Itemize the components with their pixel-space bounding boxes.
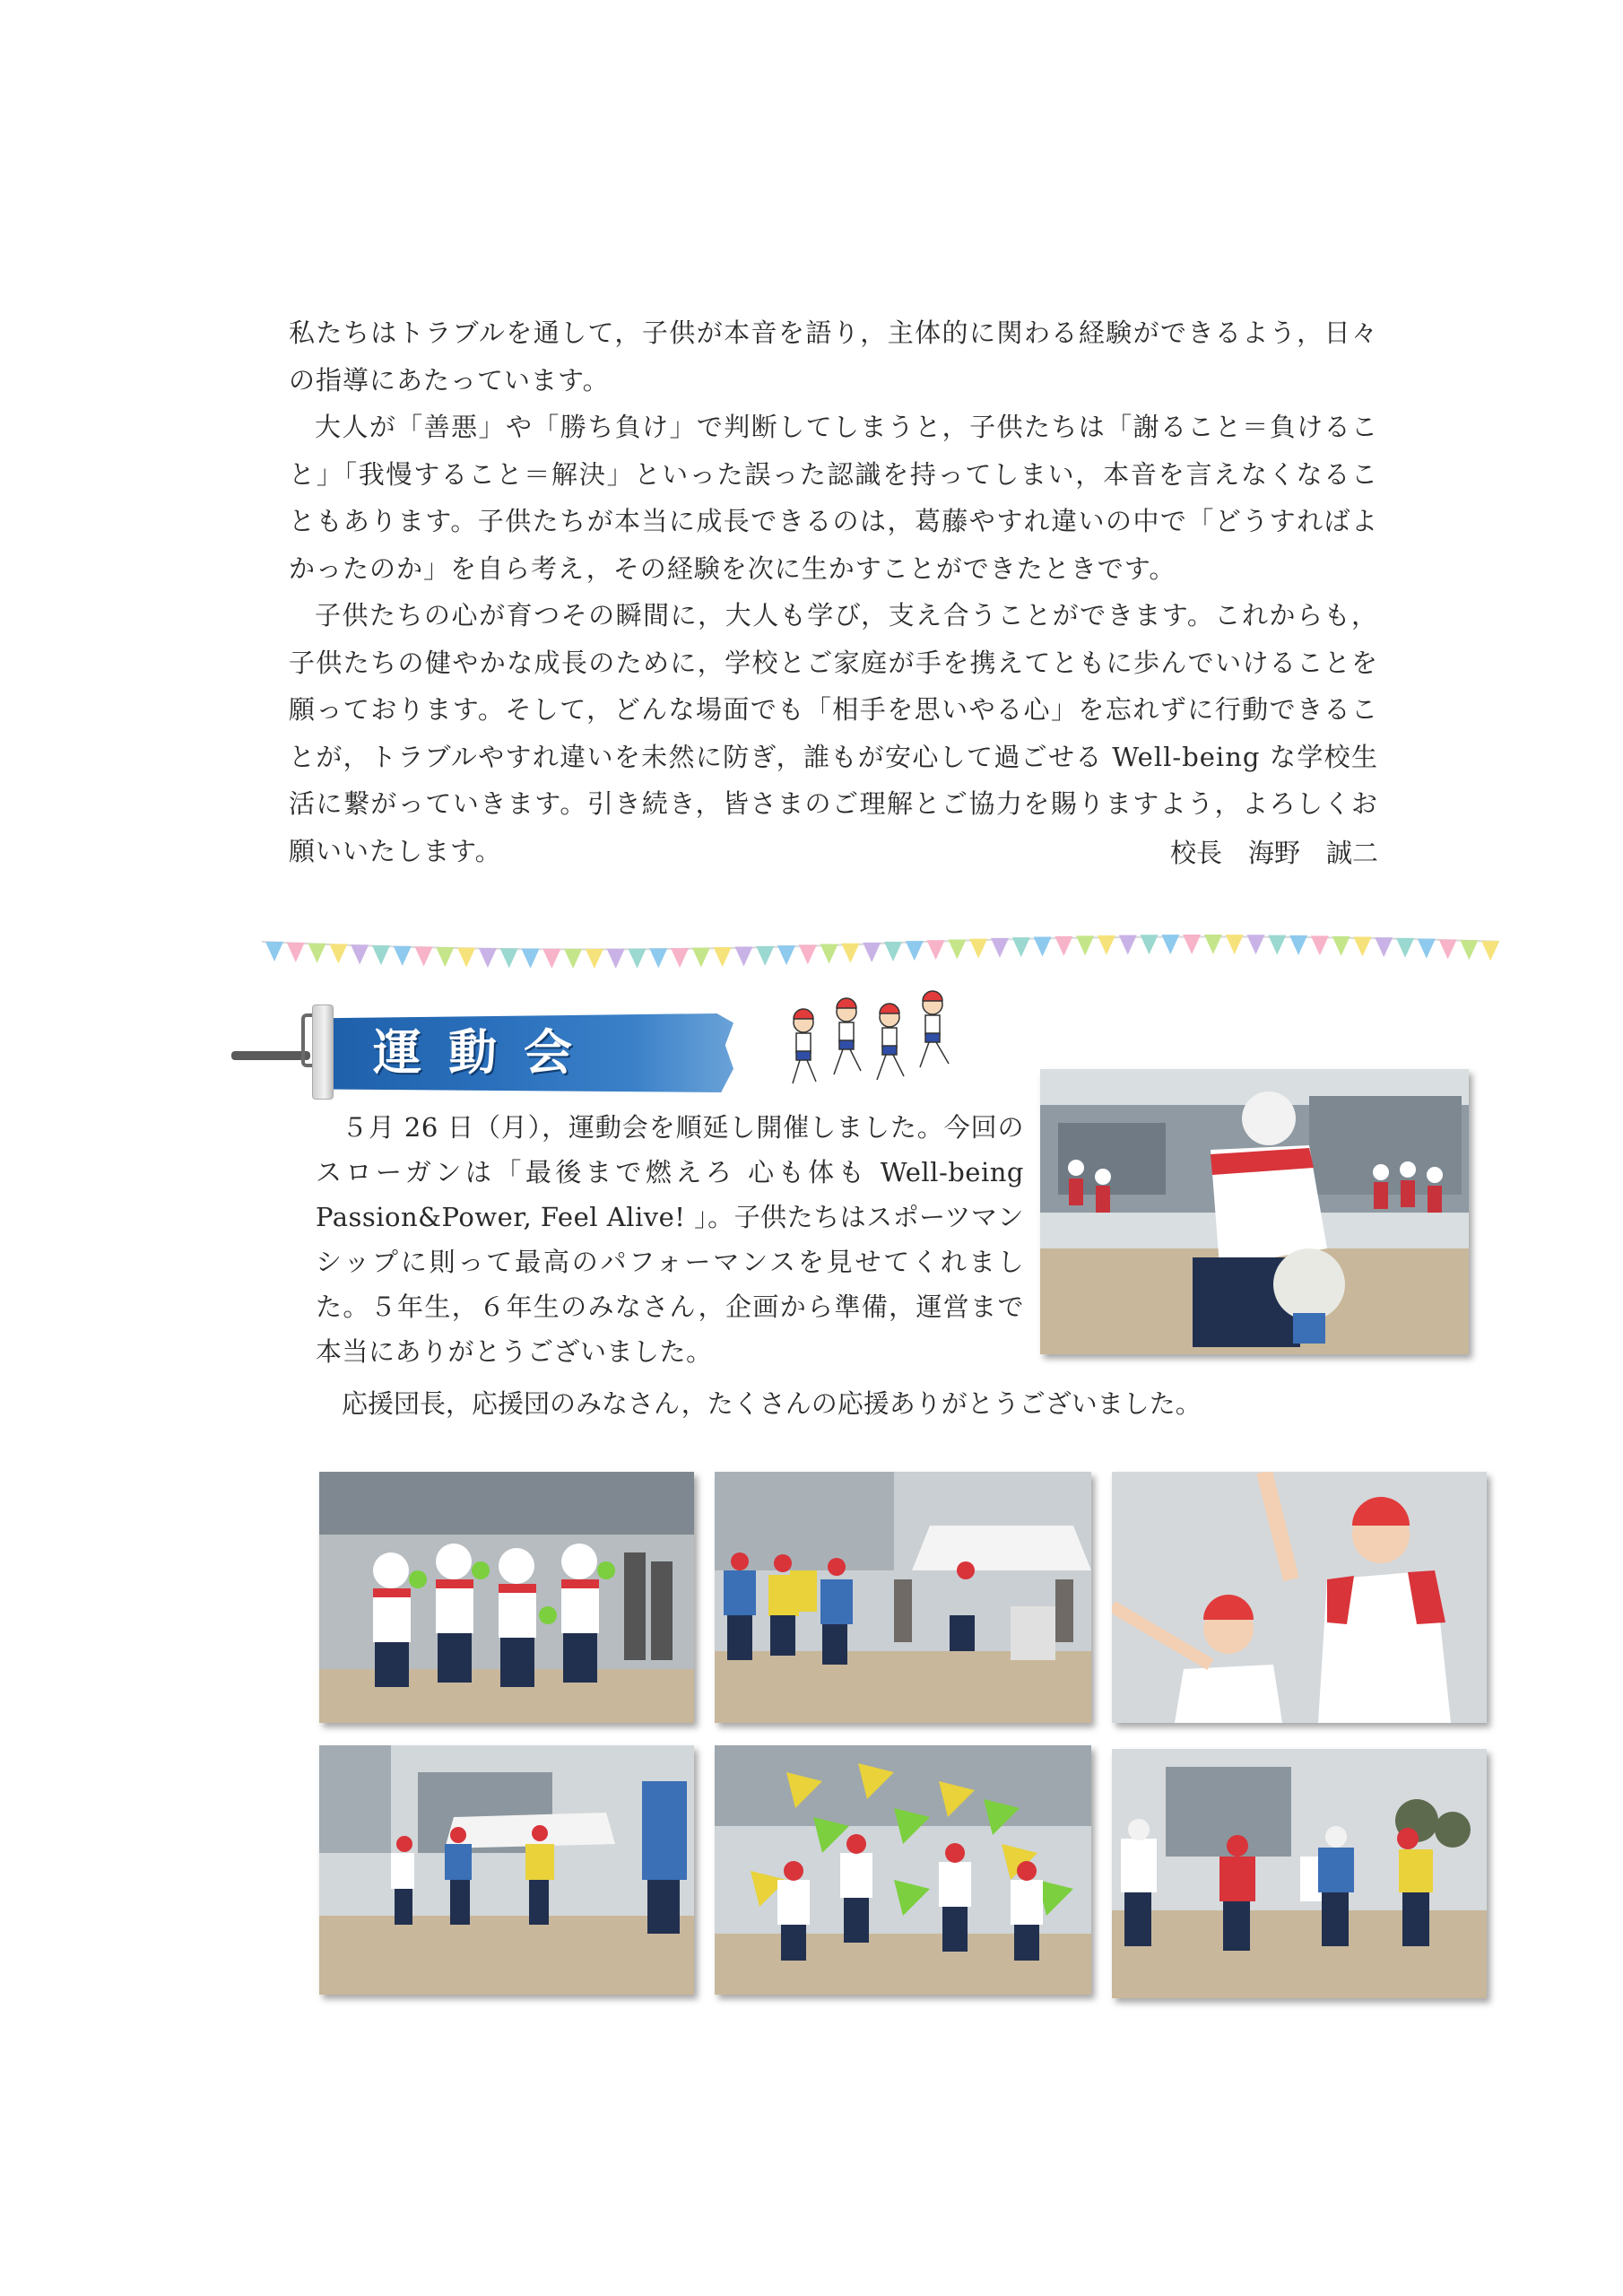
bunting-flag [734,947,752,967]
bunting-flag [1375,937,1393,957]
principal-signature: 校長 海野 誠二 [1169,838,1378,868]
photo-baton-relay [1112,1749,1487,1998]
bunting-flag [1246,935,1264,954]
section-title: 運動会 [373,1024,599,1081]
bunting-flag [329,944,347,964]
bunting-flag [1460,940,1478,960]
bunting-flag [1055,936,1072,956]
essay-paragraph-1: 私たちはトラブルを通して，子供が本音を語り，主体的に関わる経験ができるよう，日々の指導にあたっています。 [289,317,1378,396]
bunting-flag [542,949,560,969]
bunting-flag [308,944,326,963]
bunting-flag [415,947,433,967]
bunting-flag [1226,935,1244,954]
photo-running-bibs [319,1745,694,1995]
bunting-flag [927,940,945,960]
bunting-flag [1012,937,1030,957]
bunting-flag [479,948,497,968]
bunting-flag [863,943,881,962]
bunting-flag [1268,935,1286,955]
bunting-flag [522,949,540,969]
bunting-flag [1396,938,1414,958]
bunting-flag [1289,935,1307,955]
essay-paragraph-2: 大人が「善悪」や「勝ち負け」で判断してしまうと，子供たちは「謝ること＝負けること」「我慢すること＝解決」といった誤った認識を持ってしまい，本音を言えなくなることもあります。子供たちが本当に成長できるのは，葛藤やすれ違いの中で「どうすればよかったのか」を自ら考え，その経験を次に生かすことができたときです。 [289,412,1378,584]
bunting-flag [500,948,518,968]
bunting-flag [1353,936,1371,956]
bunting-flag [1076,935,1094,955]
bunting-flag [1034,936,1052,956]
bunting-flag [564,949,582,969]
bunting-flag [799,944,817,964]
bunting-flag [351,944,369,964]
bunting-flag [884,942,902,961]
photo-ball-relay [1040,1069,1469,1354]
bunting-flag [287,943,305,962]
bunting-flag [991,938,1009,958]
bunting-flag [671,948,689,968]
bunting-flag [777,945,795,965]
paint-roller-icon [312,1004,334,1100]
bunting-flag [969,939,987,959]
sports-day-paragraph: ５月 26 日（月），運動会を順延し開催しました。今回のスローガンは「最後まで燃えろ 心も体も Well-being Passion&Power, Feel Alive! 」。子供たちはスポーツマンシップに則って最高のパフォーマンスを見せてくれました。５年生，６年生のみなさん，企画から準備，運営まで本当にありがとうございました。 [316,1112,1024,1367]
paint-roller-handle [231,1051,310,1060]
bunting-flag [692,948,710,968]
bunting-flag [436,947,454,967]
bunting-flag [649,948,667,968]
sports-day-text [316,1105,1024,1374]
bunting-flag [906,941,924,961]
bunting-flag [948,939,966,959]
bunting-flag [1098,935,1115,955]
photo-flag-dance [715,1745,1091,1995]
bunting-flag [841,944,859,963]
bunting-flag [607,949,625,969]
bunting-flag [1439,939,1457,959]
bunting-flag [714,947,732,967]
bunting-flag [1332,936,1350,956]
bunting-flag [586,949,603,969]
section-heading [231,997,742,1103]
bunting-flag [1141,935,1159,954]
photo-relay-bibs [715,1472,1091,1723]
cheer-team-thanks: 応援団長，応援団のみなさん，たくさんの応援ありがとうございました。 [342,1388,1202,1419]
bunting-flag [1161,935,1179,954]
bunting-flag [1418,939,1436,959]
essay-paragraph-3: 子供たちの心が育つその瞬間に，大人も学び，支え合うことができます。これからも，子供たちの健やかな成長のために，学校とご家庭が手を携えてともに歩んでいけることを願っております。そして，どんな場面でも「相手を思いやる心」を忘れずに行動できることが，トラブルやすれ違いを未然に防ぎ，誰もが安心して過ごせる Well-being な学校生活に繋がっていきます。引き続き，皆さまのご理解とご協力を賜りますよう，よろしくお願いいたします。 [289,600,1378,866]
bunting-flag [457,948,475,968]
bunting-flag [1481,941,1499,961]
bunting-flag [820,944,838,964]
bunting-flag [394,946,412,966]
photo-cheer-dance [319,1472,694,1723]
running-children-illustration [778,985,968,1101]
bunting-flag [756,946,774,966]
bunting-flag [265,942,283,961]
bunting-decoration [262,933,1499,987]
principal-essay [289,309,1378,874]
bunting-flag [1204,935,1222,954]
photo-cheering-girl [1112,1472,1487,1723]
bunting-flag [1183,935,1201,954]
bunting-flag [372,945,390,965]
bunting-flag [1119,935,1137,955]
bunting-flag [628,949,646,969]
bunting-flag [1311,935,1329,955]
